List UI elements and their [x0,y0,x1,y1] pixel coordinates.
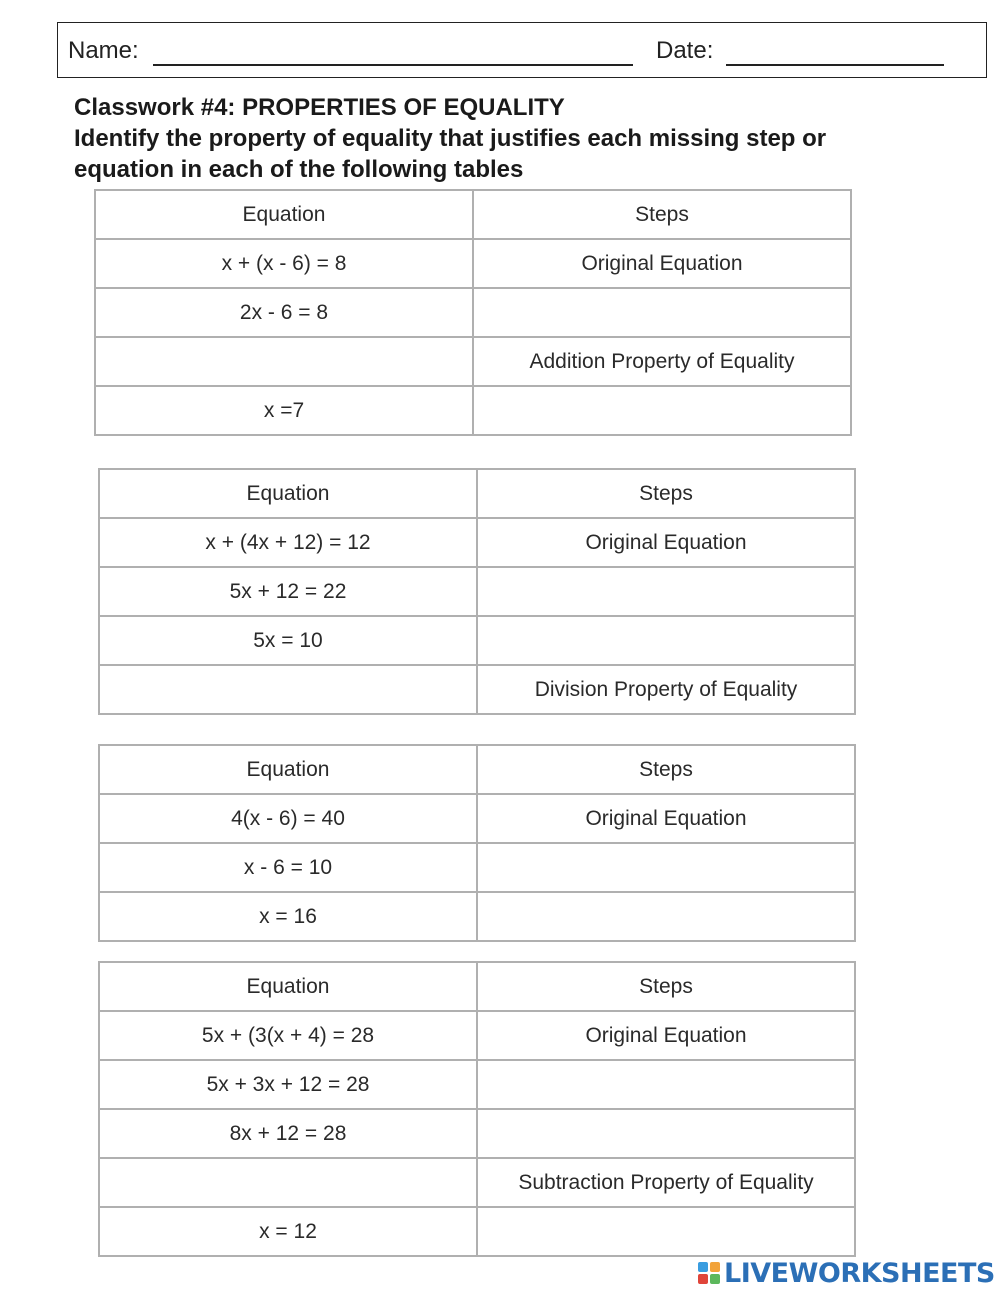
logo-square-icon [710,1274,720,1284]
table-2 [98,468,856,715]
equation-cell: x + (x - 6) = 8 [95,239,473,288]
equation-cell: 2x - 6 = 8 [95,288,473,337]
table-row [99,1158,855,1207]
equation-cell: x = 16 [99,892,477,941]
step-cell: Addition Property of Equality [473,337,851,386]
equation-cell: 5x + 12 = 22 [99,567,477,616]
step-cell: Subtraction Property of Equality [477,1158,855,1207]
table-row [99,1207,855,1256]
header-steps: Steps [477,469,855,518]
equation-answer-blank[interactable] [99,1158,477,1207]
table-header-row [99,962,855,1011]
step-cell: Original Equation [477,1011,855,1060]
equation-answer-blank[interactable] [95,337,473,386]
step-answer-blank[interactable] [477,1109,855,1158]
equation-cell: 5x + (3(x + 4) = 28 [99,1011,477,1060]
table-3 [98,744,856,942]
logo-square-icon [710,1262,720,1272]
header-equation: Equation [95,190,473,239]
title-line-3: equation in each of the following tables [74,156,524,183]
equation-cell: 5x + 3x + 12 = 28 [99,1060,477,1109]
title-line-1: Classwork #4: PROPERTIES OF EQUALITY [74,94,565,121]
table-row [99,616,855,665]
step-cell: Original Equation [473,239,851,288]
table-row [99,567,855,616]
header-equation: Equation [99,469,477,518]
table-4 [98,961,856,1257]
step-cell: Division Property of Equality [477,665,855,714]
table-header-row [95,190,851,239]
table-row [99,843,855,892]
step-answer-blank[interactable] [477,843,855,892]
step-answer-blank[interactable] [477,1060,855,1109]
table-row [99,1109,855,1158]
step-cell: Original Equation [477,518,855,567]
name-field[interactable] [153,64,633,66]
logo-square-icon [698,1262,708,1272]
step-answer-blank[interactable] [477,567,855,616]
header-steps: Steps [473,190,851,239]
equation-cell: 5x = 10 [99,616,477,665]
table-row [99,794,855,843]
table-row [99,665,855,714]
step-answer-blank[interactable] [477,892,855,941]
equation-answer-blank[interactable] [99,665,477,714]
name-date-box [57,22,987,78]
worksheet-title [74,92,954,185]
equation-cell: x = 12 [99,1207,477,1256]
table-row [95,288,851,337]
table-1 [94,189,852,436]
table-header-row [99,745,855,794]
table-row [99,892,855,941]
liveworksheets-logo [698,1258,995,1288]
header-equation: Equation [99,745,477,794]
name-label: Name: [68,37,139,64]
table-header-row [99,469,855,518]
date-field[interactable] [726,64,944,66]
table-row [99,1060,855,1109]
header-steps: Steps [477,745,855,794]
equation-cell: x =7 [95,386,473,435]
step-answer-blank[interactable] [473,288,851,337]
step-answer-blank[interactable] [477,616,855,665]
table-row [95,337,851,386]
equation-cell: 4(x - 6) = 40 [99,794,477,843]
equation-cell: x + (4x + 12) = 12 [99,518,477,567]
header-steps: Steps [477,962,855,1011]
table-row [99,1011,855,1060]
logo-text: LIVEWORKSHEETS [724,1257,995,1289]
title-line-2: Identify the property of equality that justifies each missing step or [74,125,827,152]
table-row [95,239,851,288]
logo-square-icon [698,1274,708,1284]
liveworksheets-logo-icon [698,1262,720,1284]
equation-cell: 8x + 12 = 28 [99,1109,477,1158]
table-row [99,518,855,567]
table-row [95,386,851,435]
step-answer-blank[interactable] [473,386,851,435]
equation-cell: x - 6 = 10 [99,843,477,892]
header-equation: Equation [99,962,477,1011]
step-cell: Original Equation [477,794,855,843]
step-answer-blank[interactable] [477,1207,855,1256]
date-label: Date: [656,37,714,64]
